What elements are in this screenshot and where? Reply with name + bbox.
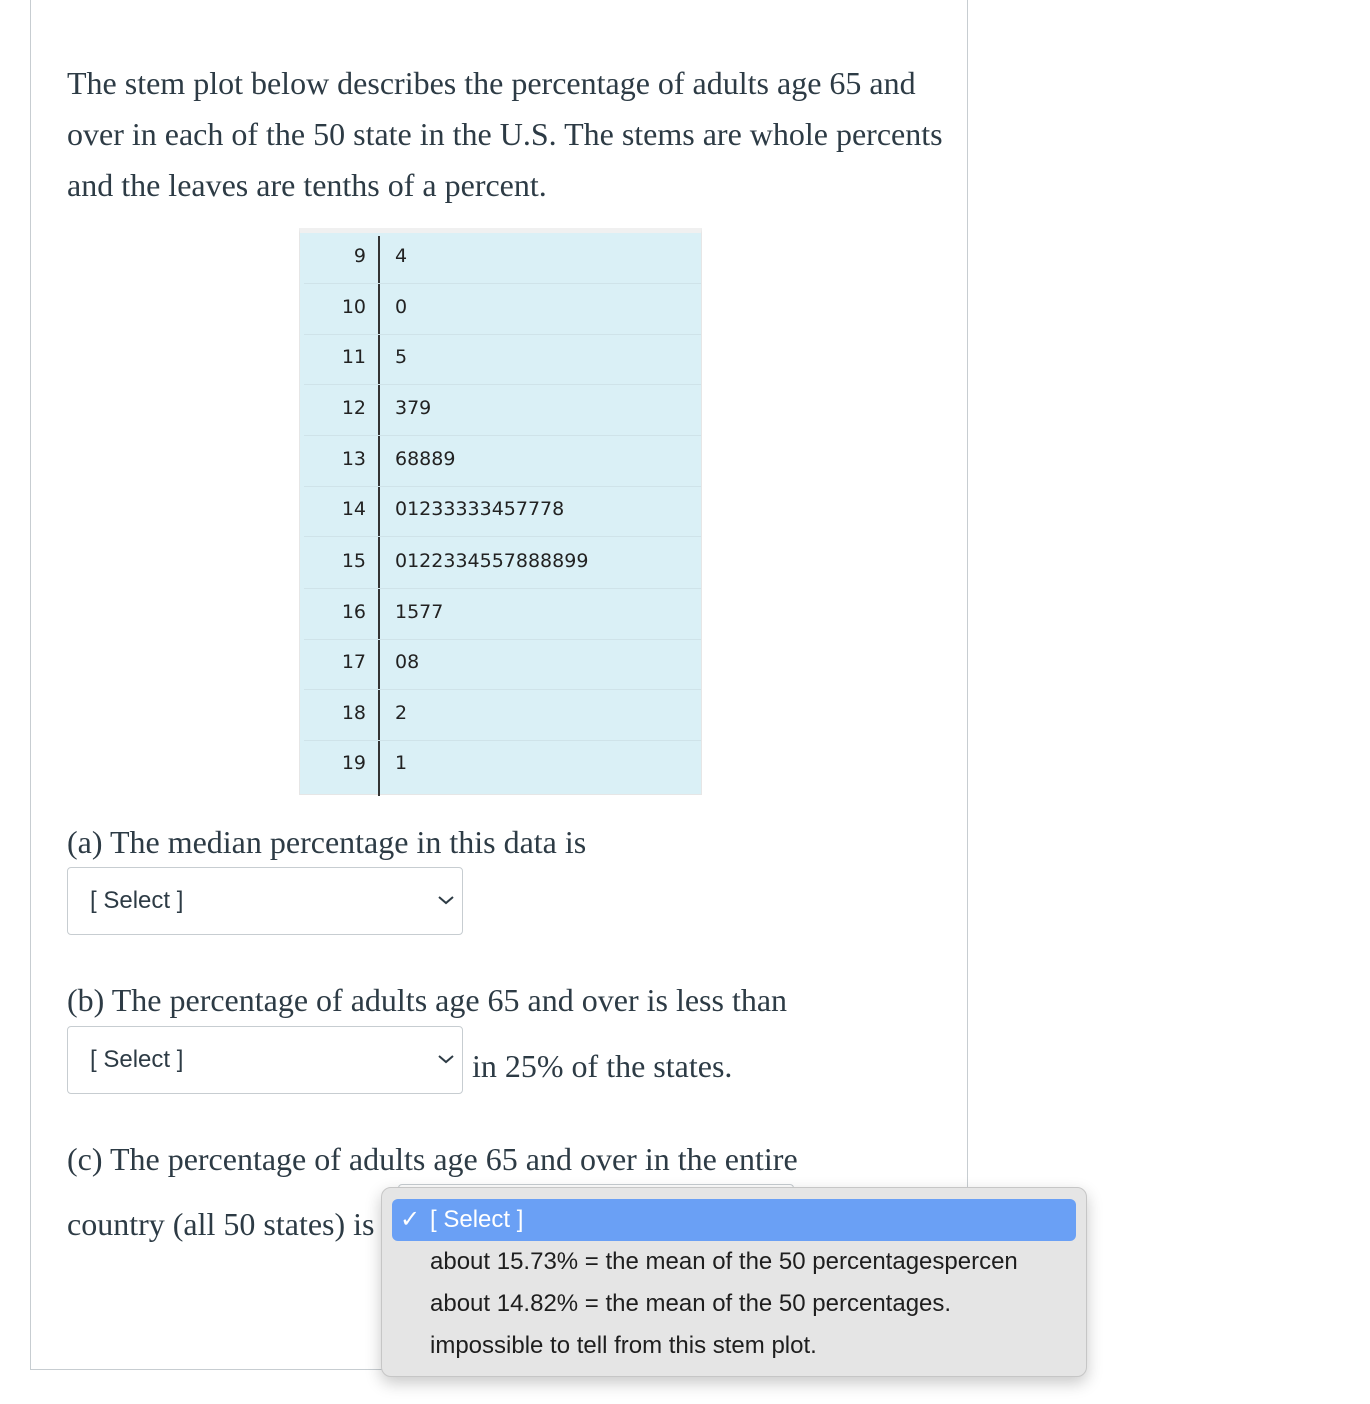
stem-row: [304, 334, 701, 385]
question-intro: The stem plot below describes the percentage of adults age 65 and over in each of the 50 state in the U.S. The stems are whole percents and the leaves are tenths of a percent.: [67, 65, 943, 203]
stem-row: [304, 486, 701, 537]
stem-row: [304, 589, 701, 640]
leaf-values: 2: [395, 702, 408, 724]
stem-value: 10: [341, 296, 366, 318]
option-label: impossible to tell from this stem plot.: [430, 1332, 817, 1359]
chevron-down-icon: [436, 1049, 456, 1069]
mean-select-dropdown[interactable]: [381, 1187, 1087, 1377]
quartile-select-value: [ Select ]: [90, 1046, 184, 1073]
question-b-text: (b) The percentage of adults age 65 and over is less than: [67, 982, 788, 1018]
question-a-text: (a) The median percentage in this data is: [67, 824, 587, 860]
stem-value: 16: [341, 601, 366, 623]
stem-value: 18: [341, 702, 366, 724]
leaf-values: 5: [395, 346, 408, 368]
checkmark-icon: ✓: [400, 1206, 421, 1233]
stem-row: [304, 233, 701, 284]
quartile-select[interactable]: [67, 1026, 463, 1094]
stem-plot-table: [299, 228, 702, 795]
stem-row: [304, 436, 701, 487]
stem-value: 11: [341, 346, 366, 368]
stem-value: 19: [341, 752, 366, 774]
option-label: [ Select ]: [430, 1206, 524, 1233]
question-b-suffix: in 25% of the states.: [472, 1048, 733, 1084]
stem-value: 13: [341, 448, 366, 470]
leaf-values: 08: [395, 651, 420, 673]
question-c-line2: country (all 50 states) is: [67, 1206, 375, 1242]
leaf-values: 4: [395, 245, 408, 267]
dropdown-option-select[interactable]: [392, 1199, 1076, 1241]
stem-row: [304, 740, 701, 790]
stem-value: 17: [341, 651, 366, 673]
stem-row: [304, 690, 701, 741]
stem-row: [304, 284, 701, 335]
dropdown-option-mean-15-73[interactable]: [392, 1241, 1076, 1283]
leaf-values: 68889: [395, 448, 456, 470]
median-select[interactable]: [67, 867, 463, 935]
leaf-values: 1577: [395, 601, 444, 623]
leaf-values: 379: [395, 397, 432, 419]
option-label: about 15.73% = the mean of the 50 percentagespercen: [430, 1248, 1018, 1275]
option-label: about 14.82% = the mean of the 50 percentages.: [430, 1290, 952, 1317]
leaf-values: 0122334557888899: [395, 550, 589, 572]
stem-value: 12: [341, 397, 366, 419]
stem-value: 14: [341, 498, 366, 520]
stem-row: [304, 639, 701, 690]
chevron-down-icon: [436, 890, 456, 910]
stem-row: [304, 538, 701, 589]
leaf-values: 01233333457778: [395, 498, 565, 520]
leaf-values: 1: [395, 752, 408, 774]
median-select-value: [ Select ]: [90, 887, 184, 914]
stem-row: [304, 385, 701, 436]
stem-value: 15: [341, 550, 366, 572]
dropdown-option-impossible[interactable]: [392, 1325, 1076, 1367]
dropdown-option-mean-14-82[interactable]: [392, 1283, 1076, 1325]
question-c-line1: (c) The percentage of adults age 65 and over in the entire: [67, 1141, 798, 1177]
leaf-values: 0: [395, 296, 408, 318]
stem-value: 9: [353, 245, 366, 267]
